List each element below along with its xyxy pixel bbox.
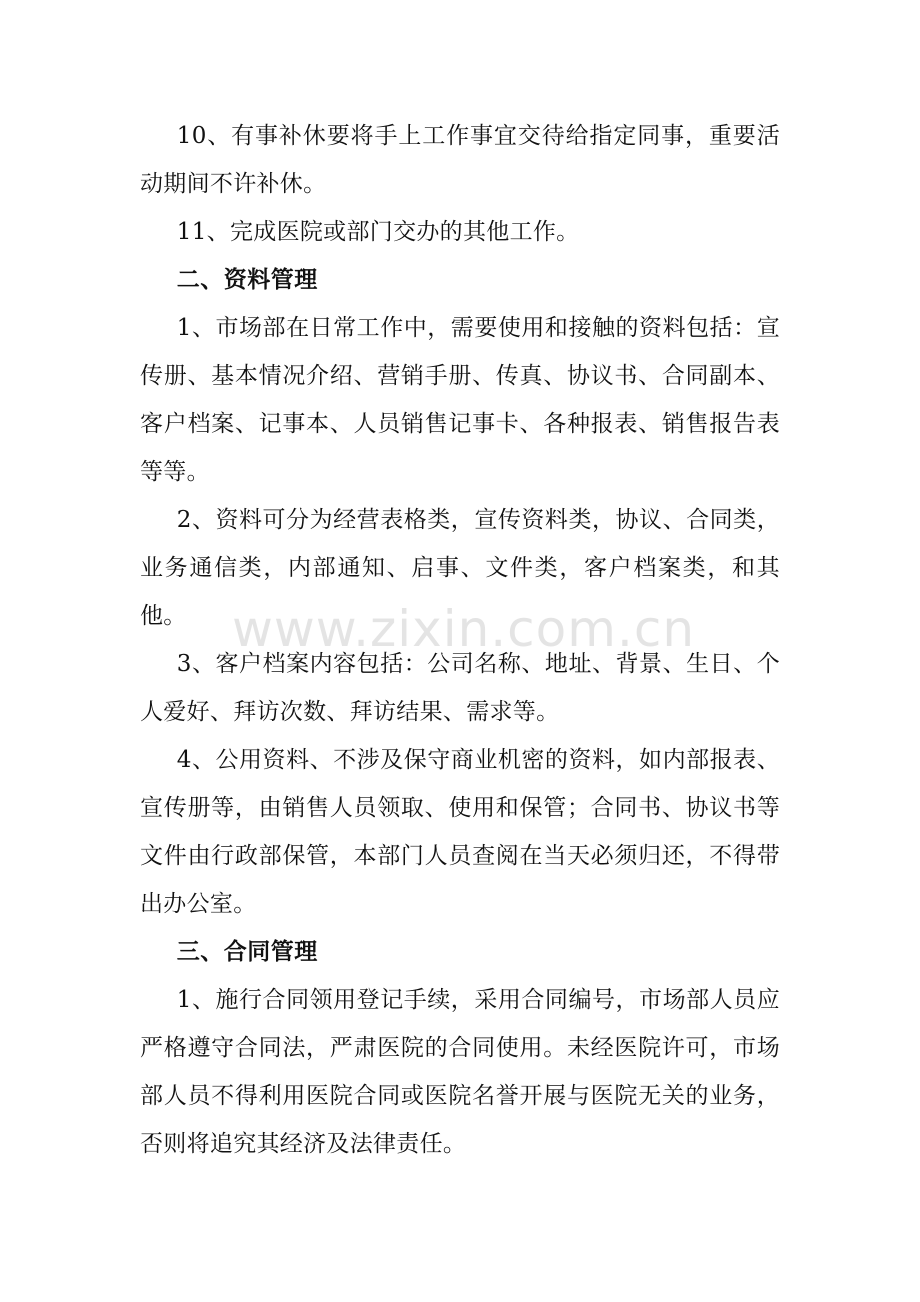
paragraph-materials-3: 3、客户档案内容包括：公司名称、地址、背景、生日、个人爱好、拜访次数、拜访结果、需求等。 <box>140 651 780 725</box>
section-heading-materials: 二、资料管理 <box>176 266 318 293</box>
paragraph-materials-4: 4、公用资料、不涉及保守商业机密的资料，如内部报表、宣传册等，由销售人员领取、使用和保管；合同书、协议书等文件由行政部保管，本部门人员查阅在当天必须归还，不得带出办公室。 <box>140 747 780 917</box>
paragraph-materials-2: 2、资料可分为经营表格类，宣传资料类，协议、合同类，业务通信类，内部通知、启事、文件类，客户档案类，和其他。 <box>140 507 780 629</box>
paragraph-materials-1: 1、市场部在日常工作中，需要使用和接触的资料包括：宣传册、基本情况介绍、营销手册、传真、协议书、合同副本、客户档案、记事本、人员销售记事卡、各种报表、销售报告表等等。 <box>140 315 780 485</box>
paragraph-11: 11、完成医院或部门交办的其他工作。 <box>176 219 580 245</box>
watermark-text: www.zixin.com.cn <box>232 600 696 658</box>
section-heading-contracts: 三、合同管理 <box>176 938 318 965</box>
paragraph-contracts-1: 1、施行合同领用登记手续，采用合同编号，市场部人员应严格遵守合同法，严肃医院的合同使用。未经医院许可，市场部人员不得利用医院合同或医院名誉开展与医院无关的业务，否则将追究其经济及法律责任。 <box>140 987 780 1157</box>
document-body <box>140 112 780 1168</box>
paragraph-10: 10、有事补休要将手上工作事宜交待给指定同事，重要活动期间不许补休。 <box>140 123 780 197</box>
